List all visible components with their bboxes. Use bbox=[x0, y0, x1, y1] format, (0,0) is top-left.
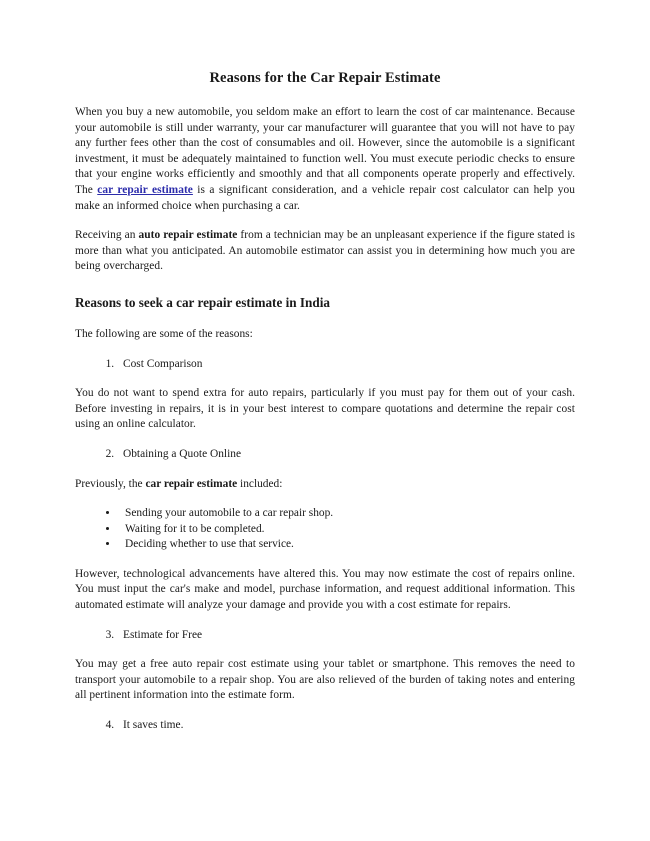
document-content bbox=[75, 70, 575, 748]
paragraph-receiving-estimate bbox=[75, 228, 575, 275]
car-repair-estimate-bold: car repair estimate bbox=[145, 477, 238, 490]
section-heading-reasons-india: Reasons to seek a car repair estimate in India bbox=[75, 294, 330, 310]
list-item: • Sending your automobile to a car repair shop. bbox=[119, 506, 575, 522]
paragraph-previously-part2: included: bbox=[237, 477, 283, 490]
bullet-list-previous-process bbox=[75, 506, 575, 553]
lead-line-following-reasons: The following are some of the reasons: bbox=[75, 327, 253, 340]
paragraph-free-estimate: You may get a free auto repair cost estimate using your tablet or smartphone. This removes the need to transport your automobile to a repair shop. You are also relieved of the burden of taking notes and entering all pertinent information into the estimate form. bbox=[75, 658, 575, 702]
paragraph-receiving-part1: Receiving an bbox=[75, 229, 139, 242]
list-item-estimate-for-free: 3. Estimate for Free bbox=[117, 628, 575, 644]
list-item-cost-comparison: 1. Cost Comparison bbox=[117, 357, 575, 373]
paragraph-previously-included bbox=[75, 477, 575, 493]
numbered-list-item-2-group bbox=[75, 447, 575, 463]
list-item-saves-time: 4. It saves time. bbox=[117, 718, 575, 734]
numbered-list-item-4-group bbox=[75, 718, 575, 734]
page-title: Reasons for the Car Repair Estimate bbox=[209, 70, 441, 86]
paragraph-technological-advancements: However, technological advancements have altered this. You may now estimate the cost of repairs online. You must input the car's make and model, purchase information, and request additional information. This automated estimate will analyze your damage and provide you with a cost estimate for repairs. bbox=[75, 567, 575, 612]
paragraph-receiving-part2: from a technician may be an unpleasant experience if the figure stated is more than what you anticipated. An automobile estimator can assist you in determining how much you are being overcharged. bbox=[75, 229, 575, 273]
paragraph-intro bbox=[75, 105, 575, 214]
list-item: • Deciding whether to use that service. bbox=[119, 537, 575, 553]
list-item: • Waiting for it to be completed. bbox=[119, 522, 575, 538]
numbered-list-item-3-group bbox=[75, 628, 575, 644]
numbered-list-item-1-group bbox=[75, 357, 575, 373]
paragraph-intro-text-part2: is a significant consideration, and a vehicle repair cost calculator can help you make an informed choice when purchasing a car. bbox=[75, 183, 575, 212]
paragraph-intro-text-part1: When you buy a new automobile, you seldom make an effort to learn the cost of car maintenance. Because your automobile is still under warranty, your car manufacturer will guarantee that you will not have to pay any further fees other than the cost of consumables and oil. However, since the automobile is a significant investment, it must be adequately maintained to function well. You must execute periodic checks to ensure that your engine works efficiently and smoothly and that all components operate properly and effectively. The bbox=[75, 106, 575, 196]
paragraph-cost-comparison: You do not want to spend extra for auto repairs, particularly if you must pay for them out of your cash. Before investing in repairs, it is in your best interest to compare quotations and determine the repair cost using an online calculator. bbox=[75, 387, 575, 431]
paragraph-previously-part1: Previously, the bbox=[75, 477, 146, 490]
auto-repair-estimate-bold: auto repair estimate bbox=[138, 229, 238, 242]
list-item-obtaining-quote-online: 2. Obtaining a Quote Online bbox=[117, 447, 575, 463]
car-repair-estimate-link[interactable]: car repair estimate bbox=[97, 183, 193, 196]
